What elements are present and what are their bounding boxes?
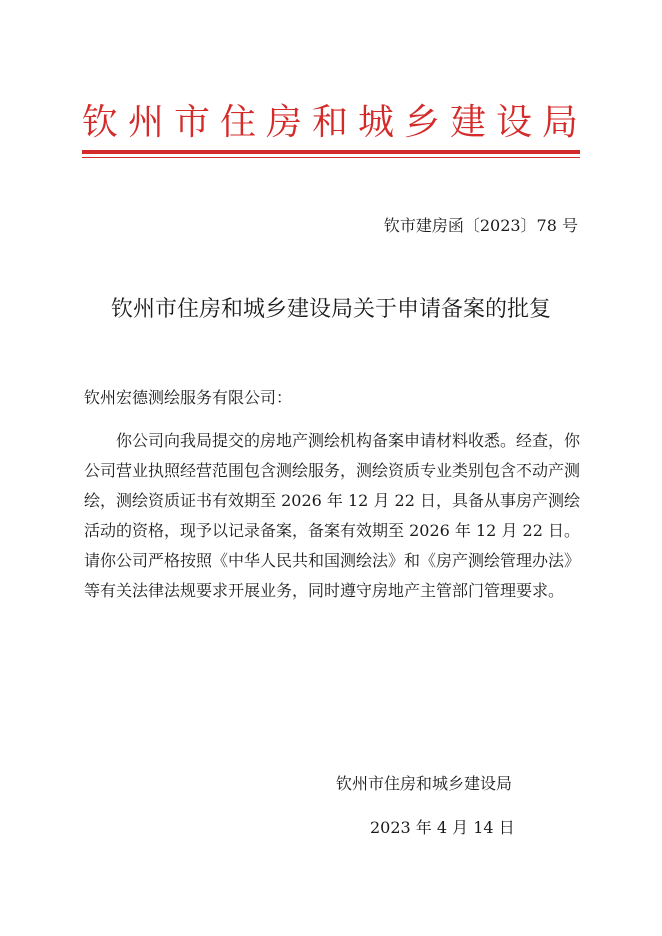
body-paragraph: 你公司向我局提交的房地产测绘机构备案申请材料收悉。经查，你公司营业执照经营范围包含测绘服务，测绘资质专业类别包含不动产测绘，测绘资质证书有效期至 2026 年 12 月 22 日，具备从事房产测绘活动的资格，现予以记录备案，备案有效期至 2026 年 12 月 22 日。请你公司严格按照《中华人民共和国测绘法》和《房产测绘管理办法》等有关法律法规要求开展业务，同时遵守房地产主管部门管理要求。 [84,431,581,600]
recipient-line: 钦州宏德测绘服务有限公司： [84,388,293,407]
document-number: 钦市建房函〔2023〕78 号 [383,216,578,235]
letterhead-red-rule [82,150,580,154]
letterhead-title: 钦州市住房和城乡建设局 [82,102,580,143]
letterhead-red-rule-thin [82,157,580,158]
document-subject: 钦州市住房和城乡建设局关于申请备案的批复 [110,297,551,322]
signature-date: 2023 年 4 月 14 日 [370,818,515,837]
signature-organization: 钦州市住房和城乡建设局 [336,774,513,793]
